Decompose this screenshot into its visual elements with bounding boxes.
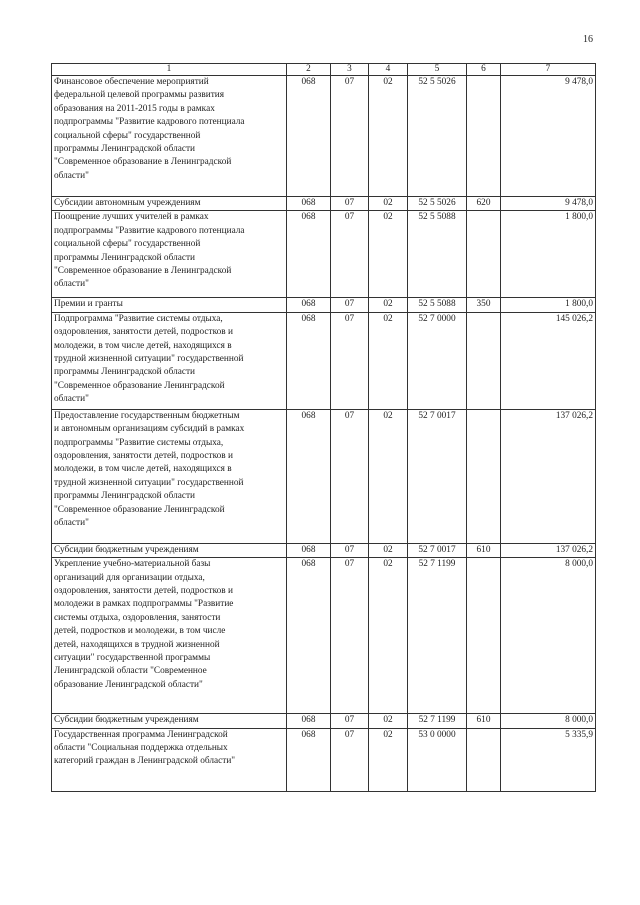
cell-target-code: 52 5 5026 [408,197,467,211]
cell-ministry: 068 [287,543,331,557]
column-header: 1 [52,64,287,76]
cell-subsection: 02 [369,76,408,197]
row-name: Поощрение лучших учителей в рамках подпрограммы "Развитие кадрового потенциала социальной сферы" государственной программы Ленинградской области "Современное образование в Ленинградской области" [52,211,287,298]
column-header: 5 [408,64,467,76]
cell-subsection: 02 [369,728,408,791]
cell-ministry: 068 [287,76,331,197]
cell-ministry: 068 [287,298,331,312]
row-name: Субсидии бюджетным учреждениям [52,714,287,728]
cell-subsection: 02 [369,409,408,543]
row-name: Субсидии бюджетным учреждениям [52,543,287,557]
cell-section: 07 [331,76,369,197]
row-name: Премии и гранты [52,298,287,312]
cell-ministry: 068 [287,211,331,298]
row-name: Финансовое обеспечение мероприятий федеральной целевой программы развития образования на 2011-2015 годы в рамках подпрограммы "Развитие кадрового потенциала социальной сферы" государственной программы Ленинградской области "Современное образование в Ленинградской области" [52,76,287,197]
cell-section: 07 [331,197,369,211]
cell-target-code: 52 7 1199 [408,558,467,714]
cell-amount: 137 026,2 [501,543,596,557]
table-row [52,211,596,298]
cell-ministry: 068 [287,312,331,409]
table-row [52,409,596,543]
cell-target-code: 52 5 5026 [408,76,467,197]
column-header: 2 [287,64,331,76]
cell-target-code: 53 0 0000 [408,728,467,791]
cell-ministry: 068 [287,714,331,728]
row-name: Подпрограмма "Развитие системы отдыха, оздоровления, занятости детей, подростков и молодежи, в том числе детей, находящихся в трудной жизненной ситуации" государственной программы Ленинградской области "Современное образование Ленинградской области" [52,312,287,409]
cell-amount: 1 800,0 [501,298,596,312]
column-header: 6 [467,64,501,76]
cell-target-code: 52 7 1199 [408,714,467,728]
cell-target-code: 52 5 5088 [408,211,467,298]
table-row [52,543,596,557]
cell-expense-type [467,312,501,409]
cell-section: 07 [331,409,369,543]
table-row [52,76,596,197]
cell-section: 07 [331,714,369,728]
cell-target-code: 52 7 0017 [408,543,467,557]
cell-section: 07 [331,543,369,557]
cell-section: 07 [331,312,369,409]
cell-expense-type [467,728,501,791]
cell-expense-type: 620 [467,197,501,211]
table-row [52,728,596,791]
cell-amount: 8 000,0 [501,714,596,728]
cell-expense-type [467,558,501,714]
cell-ministry: 068 [287,409,331,543]
table-row [52,298,596,312]
cell-section: 07 [331,298,369,312]
cell-section: 07 [331,728,369,791]
cell-subsection: 02 [369,211,408,298]
cell-target-code: 52 7 0017 [408,409,467,543]
cell-subsection: 02 [369,312,408,409]
cell-amount: 137 026,2 [501,409,596,543]
row-name: Предоставление государственным бюджетным и автономным организациям субсидий в рамках подпрограммы "Развитие системы отдыха, оздоровления, занятости детей, подростков и молодежи, в том числе детей, находящихся в трудной жизненной ситуации" государственной программы Ленинградской области "Современное образование Ленинградской области" [52,409,287,543]
cell-ministry: 068 [287,197,331,211]
row-name: Государственная программа Ленинградской области "Социальная поддержка отдельных категорий граждан в Ленинградской области" [52,728,287,791]
cell-expense-type: 610 [467,543,501,557]
cell-expense-type [467,76,501,197]
page-number: 16 [583,34,593,45]
cell-amount: 1 800,0 [501,211,596,298]
cell-subsection: 02 [369,543,408,557]
column-header: 7 [501,64,596,76]
column-header: 3 [331,64,369,76]
cell-target-code: 52 7 0000 [408,312,467,409]
cell-amount: 9 478,0 [501,76,596,197]
table-row [52,197,596,211]
cell-subsection: 02 [369,714,408,728]
cell-amount: 9 478,0 [501,197,596,211]
cell-section: 07 [331,211,369,298]
table-row [52,312,596,409]
row-name: Субсидии автономным учреждениям [52,197,287,211]
cell-amount: 145 026,2 [501,312,596,409]
cell-subsection: 02 [369,298,408,312]
cell-ministry: 068 [287,558,331,714]
budget-table [51,63,596,792]
column-header: 4 [369,64,408,76]
cell-expense-type [467,409,501,543]
cell-subsection: 02 [369,558,408,714]
cell-amount: 8 000,0 [501,558,596,714]
header-row [52,64,596,76]
cell-subsection: 02 [369,197,408,211]
cell-expense-type: 610 [467,714,501,728]
table-row [52,714,596,728]
table-row [52,558,596,714]
cell-expense-type: 350 [467,298,501,312]
cell-section: 07 [331,558,369,714]
cell-ministry: 068 [287,728,331,791]
row-name: Укрепление учебно-материальной базы организаций для организации отдыха, оздоровления, занятости детей, подростков и молодежи в рамках подпрограммы "Развитие системы отдыха, оздоровления, занятости детей, подростков и молодежи, в том числе детей, находящихся в трудной жизненной ситуации" государственной программы Ленинградской области "Современное образование Ленинградской области" [52,558,287,714]
cell-amount: 5 335,9 [501,728,596,791]
cell-expense-type [467,211,501,298]
cell-target-code: 52 5 5088 [408,298,467,312]
